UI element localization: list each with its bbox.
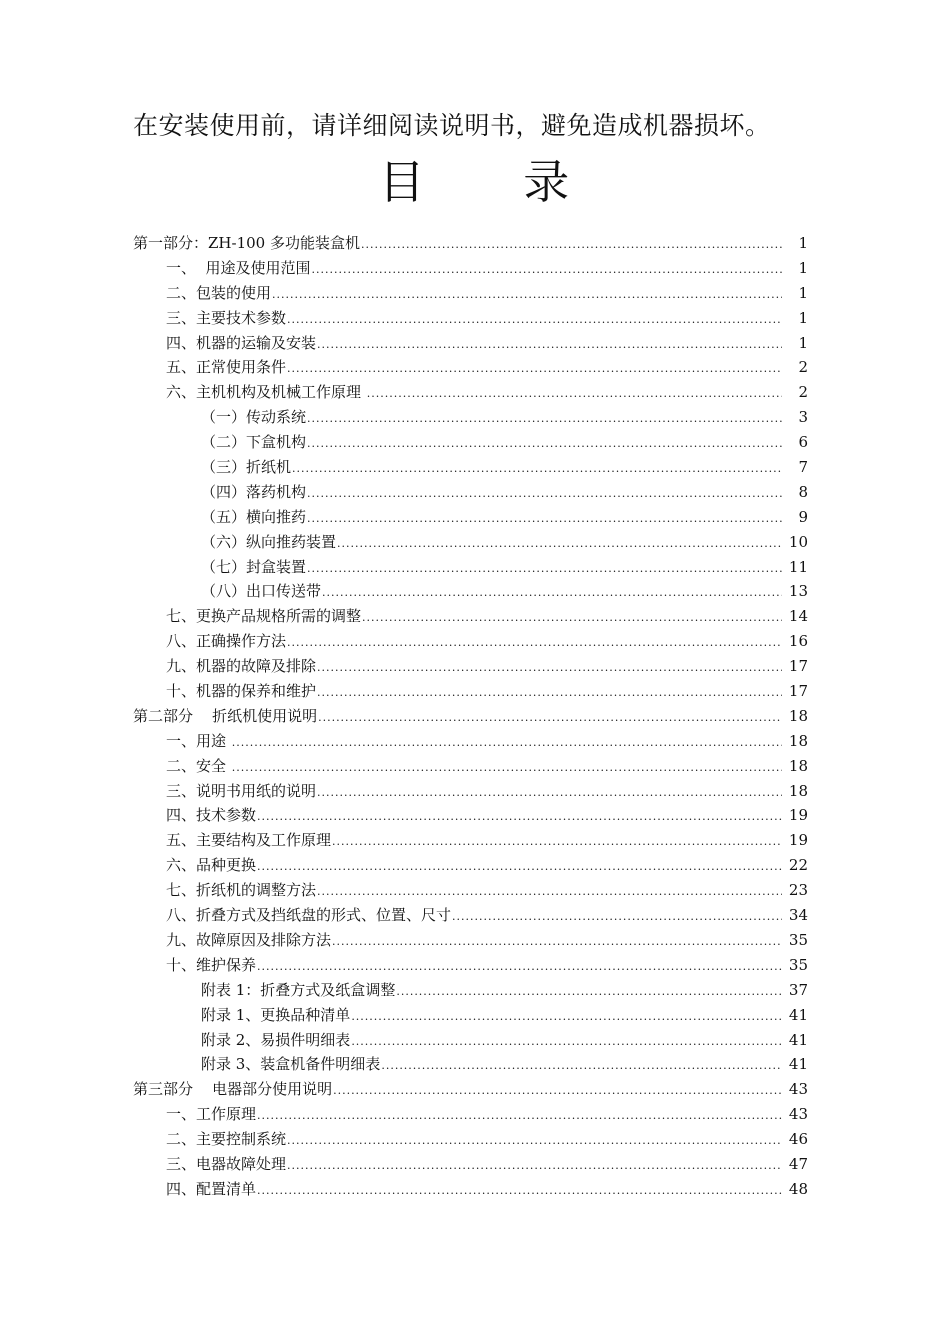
toc-leader-dots xyxy=(232,736,782,749)
toc-entry[interactable] xyxy=(133,282,808,307)
toc-entry-page: 19 xyxy=(788,831,808,850)
toc-entry-label: 七、更换产品规格所需的调整 xyxy=(166,607,362,626)
toc-leader-dots xyxy=(351,1035,782,1048)
warning-notice: 在安装使用前，请详细阅读说明书，避免造成机器损坏。 xyxy=(133,111,771,140)
toc-entry-label: 一、 用途及使用范围 xyxy=(166,258,311,277)
toc-entry[interactable] xyxy=(133,630,808,655)
toc-leader-dots xyxy=(257,960,782,973)
toc-entry[interactable] xyxy=(133,1078,808,1103)
toc-leader-dots xyxy=(257,860,782,873)
toc-entry-label: 三、主要技术参数 xyxy=(166,308,287,327)
toc-entry-label: 十、机器的保养和维护 xyxy=(166,682,317,701)
toc-leader-dots xyxy=(257,810,782,823)
page-title: 目 录 xyxy=(378,155,612,209)
toc-entry[interactable] xyxy=(133,580,808,605)
toc-entry-label: 八、折叠方式及挡纸盘的形式、位置、尺寸 xyxy=(166,906,452,925)
toc-leader-dots xyxy=(287,313,782,326)
toc-entry-page: 6 xyxy=(798,433,808,452)
toc-entry-label: 附录 2、易损件明细表 xyxy=(201,1030,351,1049)
toc-leader-dots xyxy=(307,437,782,450)
toc-entry[interactable] xyxy=(133,780,808,805)
toc-entry-page: 19 xyxy=(788,806,808,825)
toc-leader-dots xyxy=(317,686,782,699)
toc-leader-dots xyxy=(337,537,782,550)
toc-entry-label: 二、主要控制系统 xyxy=(166,1130,287,1149)
toc-entry-page: 47 xyxy=(788,1154,808,1173)
toc-entry[interactable] xyxy=(133,705,808,730)
toc-entry-page: 3 xyxy=(798,408,808,427)
toc-entry-label: 五、正常使用条件 xyxy=(166,358,287,377)
toc-entry-page: 1 xyxy=(798,258,808,277)
toc-entry-page: 22 xyxy=(788,856,808,875)
toc-entry-label: 第一部分：ZH-100 多功能装盒机 xyxy=(133,234,360,252)
toc-entry-label: （四）落药机构 xyxy=(201,482,307,501)
toc-leader-dots xyxy=(272,288,782,301)
toc-entry-page: 41 xyxy=(788,1030,808,1049)
toc-entry[interactable] xyxy=(133,1103,808,1128)
toc-entry-label: （七）封盒装置 xyxy=(201,557,307,576)
toc-leader-dots xyxy=(332,835,782,848)
table-of-contents xyxy=(133,232,808,1203)
toc-entry[interactable] xyxy=(133,506,808,531)
toc-entry-page: 17 xyxy=(788,682,808,701)
toc-entry-label: 九、机器的故障及排除 xyxy=(166,657,317,676)
toc-entry-label: 八、正确操作方法 xyxy=(166,632,287,651)
toc-entry-label: 第三部分 电器部分使用说明 xyxy=(133,1080,333,1099)
toc-entry-page: 17 xyxy=(788,657,808,676)
toc-leader-dots xyxy=(287,1159,782,1172)
toc-entry-page: 8 xyxy=(798,482,808,501)
toc-entry[interactable] xyxy=(133,232,808,257)
toc-entry-label: 三、电器故障处理 xyxy=(166,1154,287,1173)
toc-leader-dots xyxy=(351,1010,782,1023)
toc-entry-page: 46 xyxy=(788,1130,808,1149)
toc-entry[interactable] xyxy=(133,332,808,357)
toc-leader-dots xyxy=(307,512,782,525)
toc-entry[interactable] xyxy=(133,829,808,854)
toc-entry-label: （五）横向推药 xyxy=(201,507,307,526)
toc-entry-label: （一）传动系统 xyxy=(201,408,307,427)
toc-leader-dots xyxy=(396,985,782,998)
toc-entry[interactable] xyxy=(133,879,808,904)
toc-leader-dots xyxy=(317,786,782,799)
toc-entry-page: 18 xyxy=(788,756,808,775)
toc-leader-dots xyxy=(317,338,782,351)
toc-entry-page: 16 xyxy=(788,632,808,651)
toc-entry-page: 18 xyxy=(788,706,808,725)
toc-entry[interactable] xyxy=(133,1004,808,1029)
toc-entry-page: 2 xyxy=(798,383,808,402)
toc-entry-page: 1 xyxy=(798,308,808,327)
toc-entry[interactable] xyxy=(133,655,808,680)
toc-entry-page: 13 xyxy=(788,582,808,601)
toc-leader-dots xyxy=(312,263,782,276)
toc-entry-label: 四、机器的运输及安装 xyxy=(166,333,317,352)
toc-entry-page: 23 xyxy=(788,881,808,900)
toc-entry-label: （八）出口传送带 xyxy=(201,582,322,601)
toc-entry[interactable] xyxy=(133,431,808,456)
toc-entry-label: 二、包装的使用 xyxy=(166,283,272,302)
toc-entry-page: 11 xyxy=(788,557,808,576)
toc-entry-label: 六、品种更换 xyxy=(166,856,257,875)
toc-entry[interactable] xyxy=(133,929,808,954)
toc-entry[interactable] xyxy=(133,979,808,1004)
toc-entry-page: 43 xyxy=(788,1080,808,1099)
toc-entry-label: 附录 1、更换品种清单 xyxy=(201,1005,351,1024)
toc-entry[interactable] xyxy=(133,1128,808,1153)
toc-entry[interactable] xyxy=(133,481,808,506)
toc-leader-dots xyxy=(287,1134,782,1147)
toc-entry-page: 10 xyxy=(788,532,808,551)
toc-entry-page: 35 xyxy=(788,955,808,974)
toc-entry[interactable] xyxy=(133,257,808,282)
toc-entry-label: （二）下盒机构 xyxy=(201,433,307,452)
toc-entry-page: 41 xyxy=(788,1055,808,1074)
toc-entry-label: 五、主要结构及工作原理 xyxy=(166,831,332,850)
toc-entry-page: 48 xyxy=(788,1179,808,1198)
toc-leader-dots xyxy=(257,1109,782,1122)
toc-leader-dots xyxy=(333,1084,782,1097)
toc-entry[interactable] xyxy=(133,854,808,879)
toc-entry[interactable] xyxy=(133,605,808,630)
toc-entry[interactable] xyxy=(133,755,808,780)
toc-entry-page: 14 xyxy=(788,607,808,626)
toc-entry-label: 一、用途 xyxy=(166,731,231,750)
toc-entry-label: 三、说明书用纸的说明 xyxy=(166,781,317,800)
toc-entry-label: 十、维护保养 xyxy=(166,955,257,974)
toc-entry-page: 1 xyxy=(798,234,808,252)
toc-entry-page: 35 xyxy=(788,930,808,949)
toc-leader-dots xyxy=(257,1184,782,1197)
toc-leader-dots xyxy=(317,661,782,674)
toc-entry[interactable] xyxy=(133,356,808,381)
toc-entry-label: 七、折纸机的调整方法 xyxy=(166,881,317,900)
toc-entry-page: 18 xyxy=(788,731,808,750)
toc-entry-page: 1 xyxy=(798,333,808,352)
toc-entry[interactable] xyxy=(133,1153,808,1178)
toc-entry-page: 34 xyxy=(788,906,808,925)
toc-entry-label: 四、配置清单 xyxy=(166,1179,257,1198)
toc-entry-label: （六）纵向推药装置 xyxy=(201,532,337,551)
toc-leader-dots xyxy=(367,387,782,400)
toc-entry-page: 18 xyxy=(788,781,808,800)
toc-entry[interactable] xyxy=(133,531,808,556)
toc-leader-dots xyxy=(452,910,782,923)
toc-entry-label: （三）折纸机 xyxy=(201,458,292,477)
toc-entry-page: 2 xyxy=(798,358,808,377)
toc-leader-dots xyxy=(307,412,782,425)
toc-entry-label: 第二部分 折纸机使用说明 xyxy=(133,706,318,725)
toc-entry-label: 附录 3、装盒机备件明细表 xyxy=(201,1055,381,1074)
toc-leader-dots xyxy=(361,238,782,251)
toc-entry-page: 43 xyxy=(788,1105,808,1124)
toc-leader-dots xyxy=(381,1059,782,1072)
toc-entry-label: 六、主机机构及机械工作原理 xyxy=(166,383,366,402)
toc-entry-page: 1 xyxy=(798,283,808,302)
toc-entry[interactable] xyxy=(133,954,808,979)
toc-entry[interactable] xyxy=(133,680,808,705)
toc-entry[interactable] xyxy=(133,804,808,829)
toc-entry-label: 附表 1：折叠方式及纸盒调整 xyxy=(201,980,396,999)
toc-leader-dots xyxy=(318,711,782,724)
toc-leader-dots xyxy=(287,362,782,375)
toc-leader-dots xyxy=(322,586,782,599)
toc-entry[interactable] xyxy=(133,456,808,481)
toc-entry[interactable] xyxy=(133,381,808,406)
toc-leader-dots xyxy=(287,636,782,649)
toc-entry-page: 9 xyxy=(798,507,808,526)
toc-entry-label: 一、工作原理 xyxy=(166,1105,257,1124)
toc-entry-label: 九、故障原因及排除方法 xyxy=(166,930,332,949)
toc-leader-dots xyxy=(332,935,782,948)
toc-entry-label: 四、技术参数 xyxy=(166,806,257,825)
toc-entry[interactable] xyxy=(133,1029,808,1054)
toc-entry[interactable] xyxy=(133,307,808,332)
toc-entry-page: 41 xyxy=(788,1005,808,1024)
toc-entry[interactable] xyxy=(133,556,808,581)
toc-entry[interactable] xyxy=(133,904,808,929)
toc-leader-dots xyxy=(307,562,782,575)
toc-entry-page: 37 xyxy=(788,980,808,999)
toc-entry-page: 7 xyxy=(798,458,808,477)
toc-leader-dots xyxy=(232,761,782,774)
toc-entry-label: 二、安全 xyxy=(166,756,231,775)
toc-entry[interactable] xyxy=(133,1178,808,1203)
toc-leader-dots xyxy=(362,611,782,624)
toc-leader-dots xyxy=(317,885,782,898)
toc-entry[interactable] xyxy=(133,730,808,755)
toc-leader-dots xyxy=(292,462,782,475)
toc-entry[interactable] xyxy=(133,406,808,431)
toc-leader-dots xyxy=(307,487,782,500)
toc-entry[interactable] xyxy=(133,1053,808,1078)
